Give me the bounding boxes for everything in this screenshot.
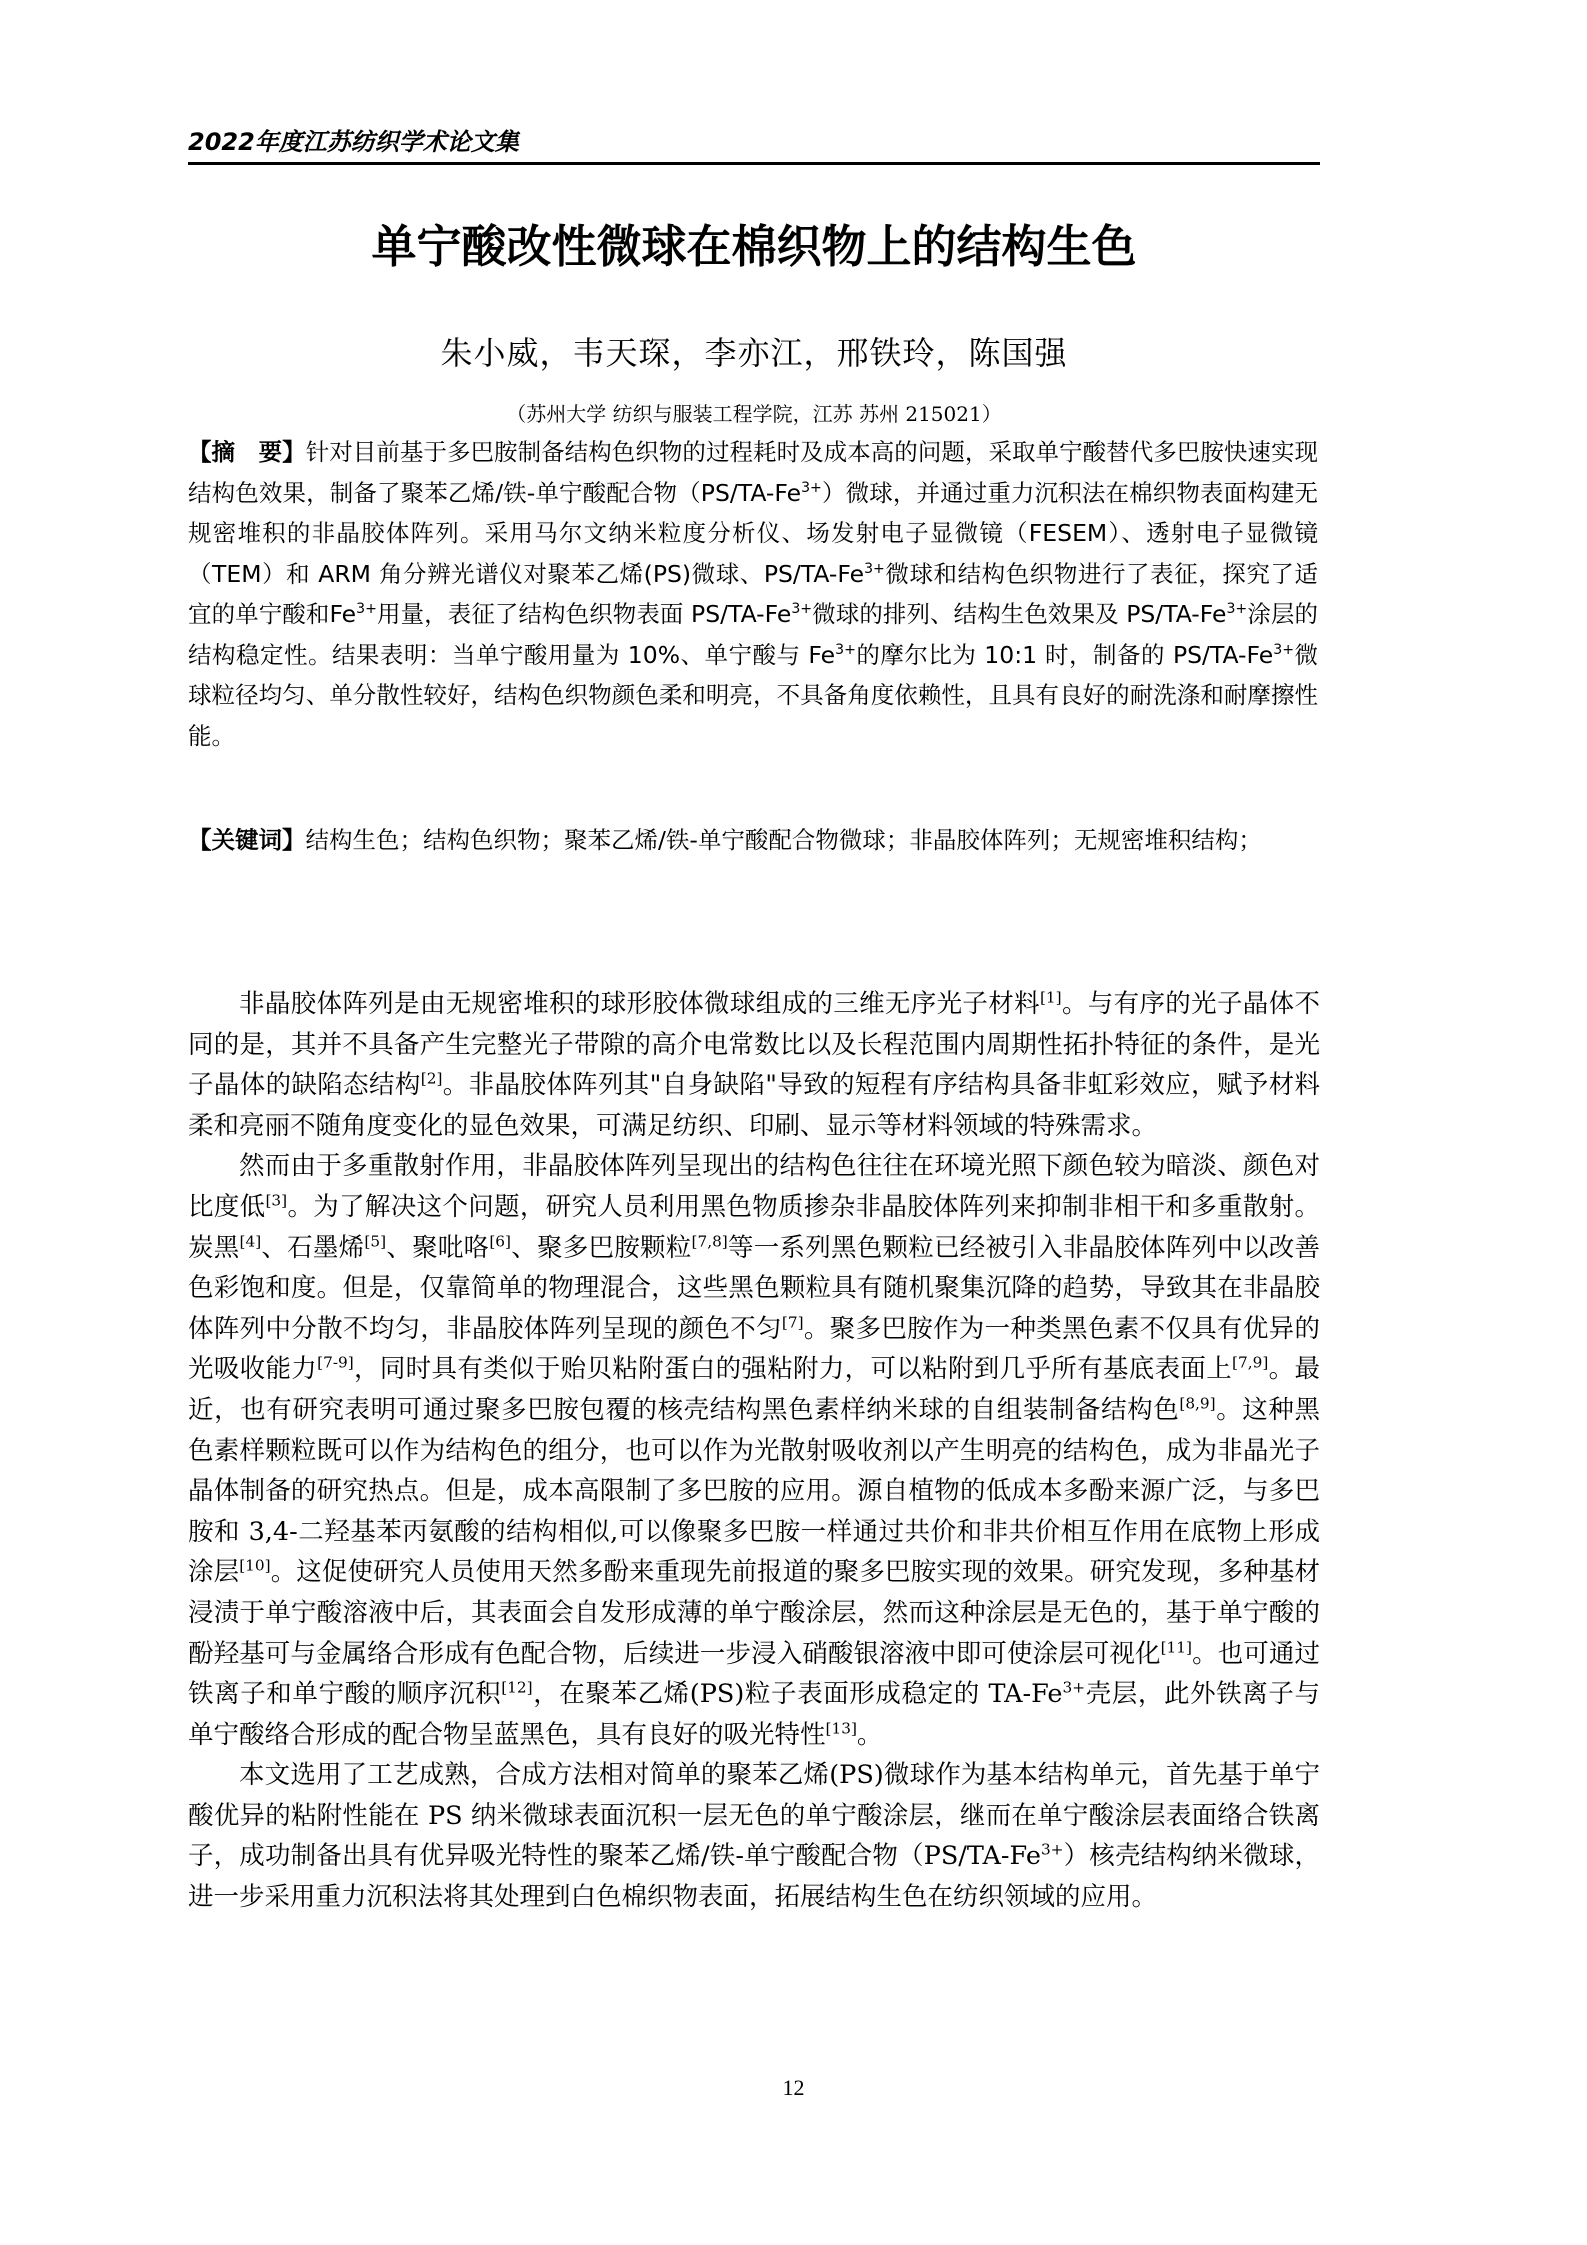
text-run: 本文选用了工艺成熟，合成方法相对简单的聚苯乙烯(PS)微球作为基本结构单元，首先基于单宁酸优异的粘附性能在 PS 纳米微球表面沉积一层无色的单宁酸涂层，继而在单宁酸涂层表面络合铁离子，成功制备出具有优异吸光特性的聚苯乙烯/铁-单宁酸配合物（PS/TA-Fe [188,1760,1320,1872]
citation: [7,9] [1232,1353,1269,1372]
header-rule [188,162,1320,165]
paper-title: 单宁酸改性微球在棉织物上的结构生色 [371,220,1137,273]
body-text [188,984,1320,1918]
text-run: 壳层，此外铁离子与单宁酸络合形成的配合物呈蓝黑色，具有良好的吸光特性 [188,1679,1320,1750]
text-run: 等一系列黑色颗粒已经被引入非晶胶体阵列中以改善色彩饱和度。但是，仅靠简单的物理混合，这些黑色颗粒具有随机聚集沉降的趋势，导致其在非晶胶体阵列中分散不均匀，非晶胶体阵列呈现的颜色不匀 [188,1232,1320,1344]
keywords-label: 【关键词】 [188,826,306,854]
citation: [2] [420,1069,443,1088]
citation: [8,9] [1179,1394,1216,1413]
paragraph [188,984,1320,1146]
keywords [188,820,1318,860]
paragraph [188,1146,1320,1755]
citation: [7-9] [317,1353,354,1372]
text-run: ，同时具有类似于贻贝粘附蛋白的强粘附力，可以粘附到几乎所有基底表面上 [353,1354,1233,1385]
text-run: 。 [856,1719,883,1750]
abstract-text: ）微球，并通过重力沉积法在棉织物表面构建无规密堆积的非晶胶体阵列。采用马尔文纳米粒度分析仪、场发射电子显微镜（FESEM）、透射电子显微镜（TEM）和 ARM 角分辨光谱仪对聚苯乙烯(PS)微球、PS/TA-Fe [188,478,1318,588]
text-run: 。聚多巴胺作为一种类黑色素不仅具有优异的光吸收能力 [188,1313,1320,1385]
citation: [10] [239,1556,271,1575]
text-run: 、聚多巴胺颗粒 [511,1232,692,1263]
citation: [6] [489,1232,512,1251]
abstract-label: 【摘 要】 [188,438,306,466]
superscript: 3+ [356,601,377,618]
paragraph [188,1755,1320,1917]
text-run: 。最近，也有研究表明可通过聚多巴胺包覆的核壳结构黑色素样纳米球的自组装制备结构色 [188,1354,1320,1425]
text-run: 。也可通过铁离子和单宁酸的顺序沉积 [188,1638,1320,1710]
author-list: 朱小威，韦天琛，李亦江，邢铁玲，陈国强 [440,334,1068,372]
superscript: 3+ [791,601,813,618]
affiliation: （苏州大学 纺织与服装工程学院，江苏 苏州 215021） [506,402,1002,426]
citation: [5] [364,1232,387,1251]
abstract-text: 微球和结构色织物进行了表征，探究了适宜的单宁酸和Fe [188,559,1318,628]
citation: [13] [825,1719,857,1738]
abstract-text: 涂层的结构稳定性。结果表明：当单宁酸用量为 10%、单宁酸与 Fe [188,600,1318,669]
citation: [7,8] [691,1232,728,1251]
superscript: 3+ [801,479,822,496]
abstract-text: 的摩尔比为 10:1 时，制备的 PS/TA-Fe [855,640,1274,669]
text-run: ）核壳结构纳米微球，进一步采用重力沉积法将其处理到白色棉织物表面，拓展结构生色在纺织领域的应用。 [188,1841,1320,1913]
abstract-text: 微球的排列、结构生色效果及 PS/TA-Fe [812,600,1227,628]
abstract-text: 微球粒径均匀、单分散性较好，结构色织物颜色柔和明亮，不具备角度依赖性，且具有良好的耐洗涤和耐摩擦性能。 [188,640,1319,750]
text-run: 、聚吡咯 [386,1232,490,1263]
text-run: 。为了解决这个问题，研究人员利用黑色物质掺杂非晶胶体阵列来抑制非相干和多重散射。炭黑 [188,1191,1320,1263]
superscript: 3+ [864,560,885,577]
superscript: 3+ [1062,1678,1086,1697]
abstract-text: 用量，表征了结构色织物表面 PS/TA-Fe [376,600,792,628]
text-run: 。非晶胶体阵列其"自身缺陷"导致的短程有序结构具备非虹彩效应，赋予材料柔和亮丽不随角度变化的显色效果，可满足纺织、印刷、显示等材料领域的特殊需求。 [188,1070,1320,1141]
text-run: 、石墨烯 [261,1232,365,1263]
abstract [188,432,1318,756]
text-run: 。这种黑色素样颗粒既可以作为结构色的组分，也可以作为光散射吸收剂以产生明亮的结构色，成为非晶光子晶体制备的研究热点。但是，成本高限制了多巴胺的应用。源自植物的低成本多酚来源广泛，与多巴胺和 3,4-二羟基苯丙氨酸的结构相似,可以像聚多巴胺一样通过共价和非共价相互作用在底物上形成涂层 [188,1394,1320,1588]
superscript: 3+ [1226,601,1248,618]
superscript: 3+ [835,641,856,658]
running-header: 2022年度江苏纺织学术论文集 [188,128,519,156]
citation: [7] [781,1313,804,1332]
superscript: 3+ [1273,641,1295,658]
citation: [4] [239,1232,262,1251]
text-run: 然而由于多重散射作用，非晶胶体阵列呈现出的结构色往往在环境光照下颜色较为暗淡、颜色对比度低 [188,1151,1320,1222]
abstract-text: 针对目前基于多巴胺制备结构色织物的过程耗时及成本高的问题，采取单宁酸替代多巴胺快速实现结构色效果，制备了聚苯乙烯/铁-单宁酸配合物（PS/TA-Fe [188,438,1319,507]
citation: [1] [1039,988,1062,1007]
citation: [11] [1160,1638,1192,1656]
citation: [12] [501,1678,533,1697]
text-run: 。这促使研究人员使用天然多酚来重现先前报道的聚多巴胺实现的效果。研究发现，多种基材浸渍于单宁酸溶液中后，其表面会自发形成薄的单宁酸涂层，然而这种涂层是无色的，基于单宁酸的酚羟基可与金属络合形成有色配合物，后续进一步浸入硝酸银溶液中即可使涂层可视化 [188,1557,1320,1669]
page-number: 12 [782,2075,805,2100]
keywords-text: 结构生色；结构色织物；聚苯乙烯/铁-单宁酸配合物微球；非晶胶体阵列；无规密堆积结构； [305,826,1262,854]
text-run: ，在聚苯乙烯(PS)粒子表面形成稳定的 TA-Fe [532,1679,1063,1710]
text-run: 非晶胶体阵列是由无规密堆积的球形胶体微球组成的三维无序光子材料 [239,989,1040,1019]
citation: [3] [265,1191,288,1210]
text-run: 。与有序的光子晶体不同的是，其并不具备产生完整光子带隙的高介电常数比以及长程范围内周期性拓扑特征的条件，是光子晶体的缺陷态结构 [188,989,1320,1101]
superscript: 3+ [1040,1840,1064,1859]
